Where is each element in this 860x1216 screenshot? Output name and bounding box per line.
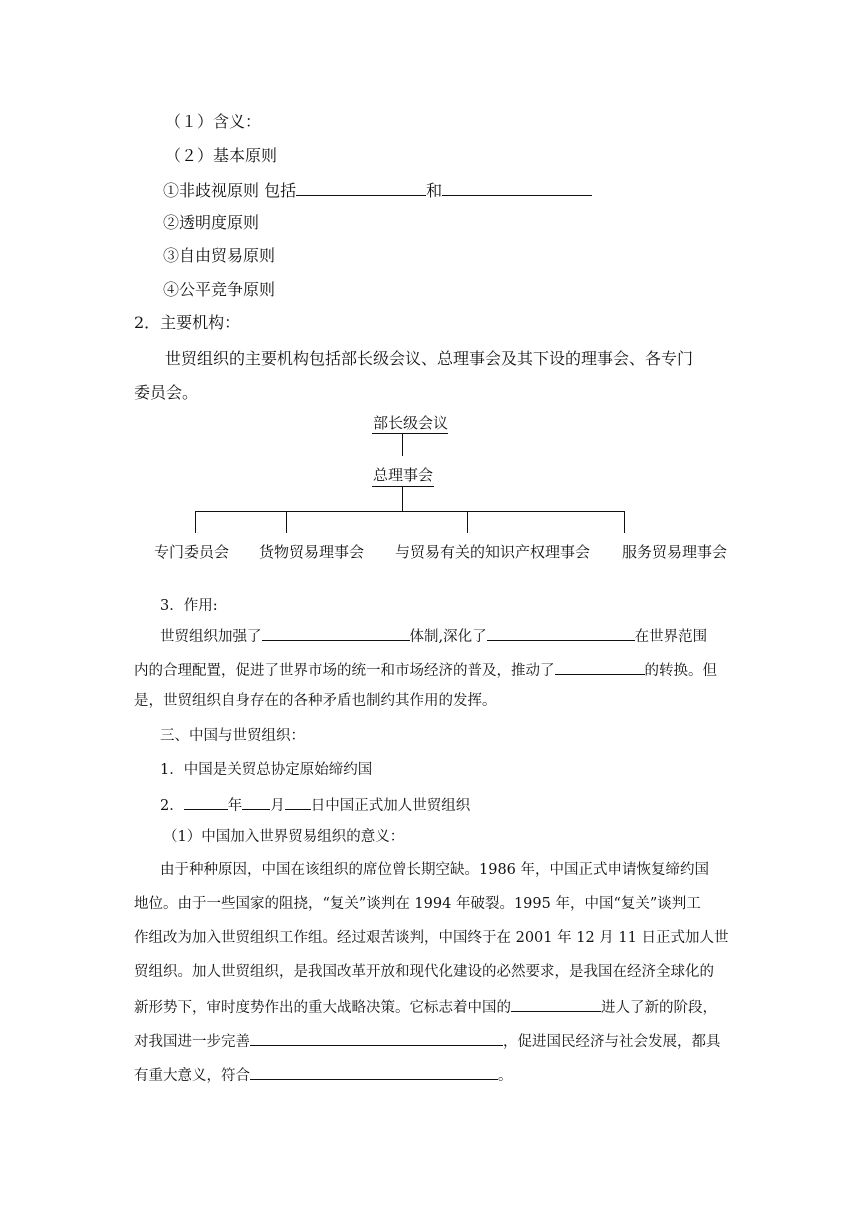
text-fragment: 在世界范围: [634, 629, 708, 645]
text-fragment: 。: [498, 1068, 513, 1084]
text-fragment: ，促进国民经济与社会发展，都具: [503, 1034, 721, 1050]
text-fragment: 有重大意义，符合: [134, 1068, 250, 1084]
function-line-3: 是，世贸组织自身存在的各种矛盾也制约其作用的发挥。: [134, 693, 497, 709]
text-fragment: 内的合理配置，促进了世界市场的统一和市场经济的普及，推动了: [134, 663, 555, 679]
institutions-heading: 2．主要机构：: [134, 313, 241, 332]
text-fragment: 年: [227, 798, 243, 814]
principle-non-discrimination: [163, 182, 592, 199]
significance-line-5: [134, 998, 717, 1016]
text-fragment: 月: [270, 798, 285, 814]
significance-line-6: [134, 1032, 721, 1050]
principle-free-trade: ③自由贸易原则: [163, 246, 276, 265]
meaning-heading: （１）含义：: [165, 112, 262, 131]
answer-blank[interactable]: [487, 627, 635, 641]
principle-fair-competition: ④公平竞争原则: [163, 280, 276, 299]
chart-connector: [286, 511, 287, 533]
answer-blank[interactable]: [296, 182, 426, 196]
text-fragment: 日中国正式加人世贸组织: [310, 798, 471, 814]
day-blank[interactable]: [285, 796, 311, 810]
function-line-2: [134, 661, 717, 679]
significance-line-2: 地位。由于一些国家的阻挠，“复关”谈判在 1994 年破裂。1995 年，中国“复关”谈判工: [134, 896, 701, 912]
text-fragment: 2．: [160, 798, 184, 814]
china-significance-heading: （1）中国加入世界贸易组织的意义：: [163, 829, 405, 845]
answer-blank[interactable]: [250, 1066, 498, 1080]
chart-connector: [624, 511, 625, 533]
text-fragment: 进人了新的阶段，: [601, 1000, 717, 1016]
answer-blank[interactable]: [555, 661, 645, 675]
text-fragment: 世贸组织加强了: [160, 629, 262, 645]
chart-branch-line: [195, 511, 625, 512]
significance-line-4: 贸组织。加人世贸组织，是我国改革开放和现代化建设的必然要求，是我国在经济全球化的: [134, 964, 714, 980]
node-services-council: 服务贸易理事会: [622, 543, 728, 561]
chart-connector: [467, 511, 468, 533]
significance-line-3: 作组改为加入世贸组织工作组。经过艰苦谈判，中国终于在 2001 年 12 月 11 日正式加人世: [134, 930, 729, 946]
china-item-2: [160, 796, 470, 814]
node-general-council: 总理事会: [373, 466, 434, 484]
text-fragment: 体制,深化了: [409, 629, 487, 645]
node-goods-council: 货物贸易理事会: [259, 543, 365, 561]
month-blank[interactable]: [242, 796, 270, 810]
conjunction-and: 和: [426, 181, 443, 200]
china-item-1: 1．中国是关贸总协定原始缔约国: [160, 762, 373, 778]
answer-blank[interactable]: [442, 182, 592, 196]
answer-blank[interactable]: [511, 998, 601, 1012]
answer-blank[interactable]: [250, 1032, 503, 1046]
node-ministerial-conference: 部长级会议: [373, 414, 449, 432]
significance-line-7: [134, 1066, 513, 1084]
principle-transparency: ②透明度原则: [163, 213, 260, 232]
chart-connector: [402, 434, 403, 456]
principle-1-text: ①非歧视原则 包括: [163, 181, 297, 200]
chart-underline: [372, 433, 448, 434]
significance-line-1: 由于种种原因，中国在该组织的席位曾长期空缺。1986 年，中国正式申请恢复缔约国: [160, 862, 710, 878]
node-specialized-committees: 专门委员会: [154, 543, 230, 561]
text-fragment: 的转换。但: [644, 663, 717, 679]
function-heading: 3．作用:: [160, 598, 218, 614]
text-fragment: 新形势下，审时度势作出的重大战略决策。它标志着中国的: [134, 1000, 511, 1016]
node-trips-council: 与贸易有关的知识产权理事会: [395, 543, 591, 561]
year-blank[interactable]: [184, 796, 228, 810]
institutions-paragraph-line-2: 委员会。: [134, 383, 199, 402]
function-line-1: [160, 627, 707, 645]
chart-connector: [195, 511, 196, 533]
institutions-paragraph-line-1: 世贸组织的主要机构包括部长级会议、总理事会及其下设的理事会、各专门: [165, 349, 694, 368]
principles-heading: （２）基本原则: [165, 146, 278, 165]
answer-blank[interactable]: [262, 627, 410, 641]
text-fragment: 对我国进一步完善: [134, 1034, 250, 1050]
china-wto-heading: 三、中国与世贸组织：: [160, 728, 305, 744]
chart-connector: [402, 487, 403, 511]
chart-underline: [372, 486, 434, 487]
